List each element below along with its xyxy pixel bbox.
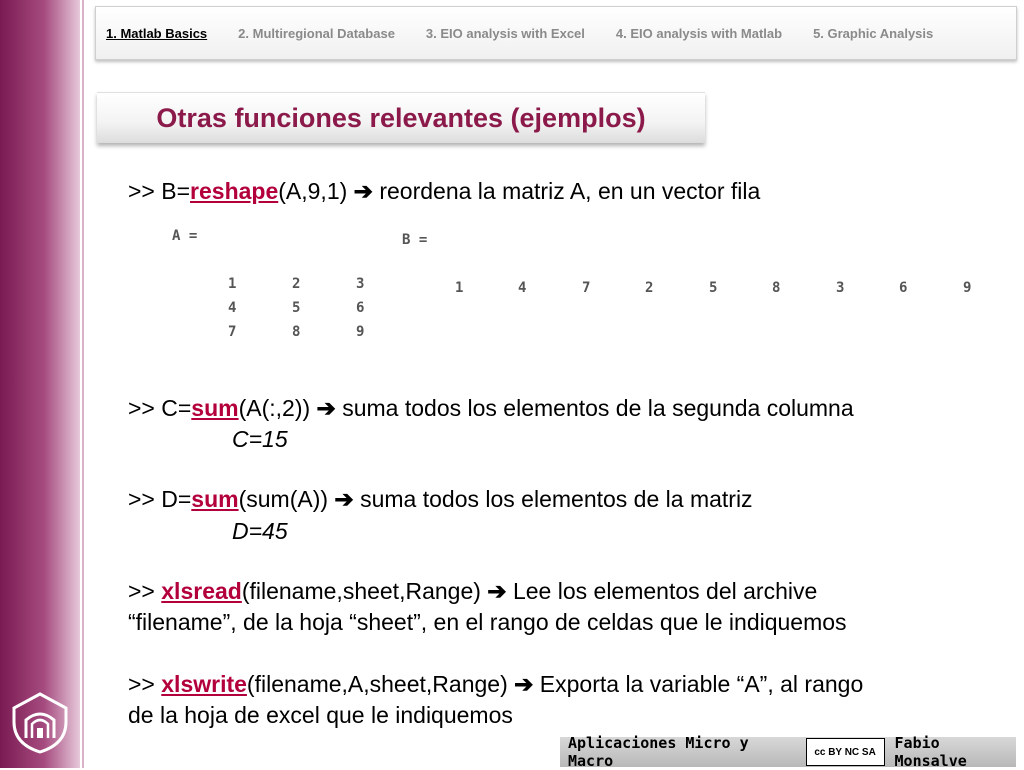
xlsread-line [128,578,817,605]
right-arrow-icon: ➔ [487,578,507,604]
code-args: (filename,A,sheet,Range) [246,671,508,697]
matrix-a-cell: 8 [292,324,301,340]
xlsread-line-2: “filename”, de la hoja “sheet”, en el rango de celdas que le indiquemos [128,609,847,635]
code-args: (A,9,1) [278,178,348,204]
slide-title-box [97,92,705,143]
matrix-b-cell: 5 [709,280,718,296]
university-crest-icon [12,692,68,754]
xlswrite-line [128,671,863,698]
right-arrow-icon: ➔ [316,395,336,421]
code-prefix: >> B= [128,178,191,204]
matrix-b-cell: 4 [518,280,527,296]
reshape-line [128,178,760,205]
function-keyword: xlsread [161,578,242,604]
matrix-b-cell: 2 [645,280,654,296]
code-prefix: >> [128,671,162,697]
matrix-b-cell: 7 [582,280,591,296]
code-prefix: >> [128,578,162,604]
sidebar-divider [82,0,84,768]
tab-eio-matlab[interactable]: 4. EIO analysis with Matlab [615,25,783,41]
sidebar-decoration [0,0,80,768]
tab-eio-excel[interactable]: 3. EIO analysis with Excel [425,25,585,41]
matrix-b-cell: 9 [963,280,972,296]
matrix-b-cell: 6 [899,280,908,296]
function-keyword: sum [191,486,239,512]
sum-column-result: C=15 [232,426,288,452]
code-args: (A(:,2)) [238,395,311,421]
course-name: Aplicaciones Micro y Macro [568,734,749,770]
creative-commons-icon: cc BY NC SA [806,738,885,766]
matrix-a-cell: 4 [228,300,237,316]
sum-column-line [128,395,854,422]
function-keyword: sum [191,395,239,421]
matrix-a-cell: 9 [356,324,365,340]
right-arrow-icon: ➔ [334,486,354,512]
slide-title: Otras funciones relevantes (ejemplos) [156,102,646,133]
matrix-b-cell: 3 [836,280,845,296]
matrix-a-cell: 7 [228,324,237,340]
matrix-a-cell: 3 [356,276,365,292]
top-navigation [95,6,1017,60]
sum-all-result: D=45 [232,518,288,544]
matrix-b-label: B = [402,232,428,248]
code-args: (filename,sheet,Range) [241,578,481,604]
author-name: Fabio Monsalve [894,734,967,770]
description: Lee los elementos del archive [506,578,818,604]
matrix-b-cell: 8 [772,280,781,296]
code-prefix: >> C= [128,395,192,421]
matrix-a-cell: 2 [292,276,301,292]
matrix-a-cell: 5 [292,300,301,316]
description: suma todos los elementos de la matriz [353,486,753,512]
footer-bar [560,734,1016,770]
matrix-a-cell: 6 [356,300,365,316]
matrix-b-cell: 1 [455,280,464,296]
tab-matlab-basics[interactable]: 1. Matlab Basics [106,25,208,41]
description: suma todos los elementos de la segunda columna [335,395,854,421]
xlswrite-line-2: de la hoja de excel que le indiquemos [128,702,513,728]
right-arrow-icon: ➔ [514,671,534,697]
matrix-a-label: A = [172,228,198,244]
right-arrow-icon: ➔ [353,178,373,204]
matrix-a-cell: 1 [228,276,237,292]
description: Exporta la variable “A”, al rango [533,671,864,697]
tab-multiregional-database[interactable]: 2. Multiregional Database [238,25,395,41]
code-prefix: >> D= [128,486,192,512]
function-keyword: xlswrite [161,671,247,697]
function-keyword: reshape [190,178,279,204]
code-args: (sum(A)) [238,486,329,512]
tab-graphic-analysis[interactable]: 5. Graphic Analysis [813,25,934,41]
sum-all-line [128,486,753,513]
description: reordena la matriz A, en un vector fila [372,178,761,204]
